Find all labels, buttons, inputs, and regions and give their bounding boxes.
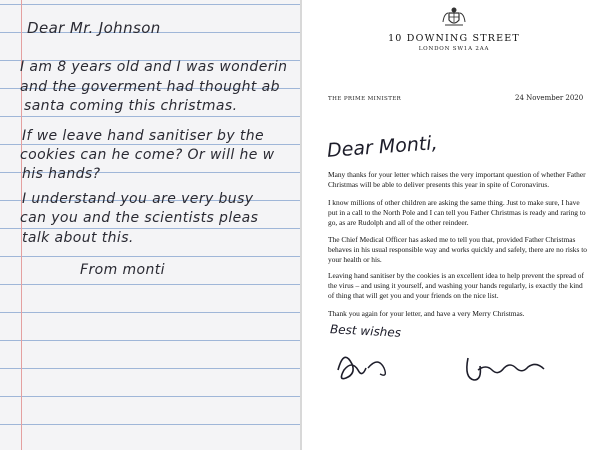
reply-paragraph: The Chief Medical Officer has asked me to tell you that, provided Father Christmas behaves in his usual responsible way and works quickly and safely, there are no risks to your health or his. xyxy=(328,235,587,265)
reply-paragraph: Leaving hand sanitiser by the cookies is an excellent idea to help prevent the spread of the virus – and using it yourself, and washing your hands regularly, is exactly the kind of thing that will get you and your friends on the nice list. xyxy=(328,271,584,301)
salutation: Dear Monti, xyxy=(326,132,439,162)
child-letter-line: talk about this. xyxy=(22,230,134,246)
child-letter-line: I am 8 years old and I was wonderin xyxy=(20,59,288,75)
closing: Best wishes xyxy=(329,322,402,340)
letter-date: 24 November 2020 xyxy=(515,94,584,102)
royal-coat-of-arms-icon xyxy=(441,6,467,28)
child-letter-line: cookies can he come? Or will he w xyxy=(20,147,275,163)
sender-role: THE PRIME MINISTER xyxy=(328,96,402,102)
child-letter-line: If we leave hand sanitiser by the xyxy=(22,128,265,144)
reply-paragraph: Many thanks for your letter which raises the very important question of whether Father Christmas will be able to deliver presents this year in spite of Coronavirus. xyxy=(328,170,586,190)
address-subtitle: LONDON SW1A 2AA xyxy=(418,46,490,52)
reply-paragraph: Thank you again for your letter, and have a very Merry Christmas. xyxy=(328,309,525,318)
reply-paragraph: I know millions of other children are asking the same thing. Just to make sure, I have put in a call to the North Pole and I can tell you Father Christmas is ready and raring to go, as are Rudolph and all of the other reindeer. xyxy=(328,198,586,228)
child-letter-line: and the goverment had thought ab xyxy=(20,79,280,95)
handwritten-signature-icon xyxy=(328,340,578,390)
child-letter-greeting: Dear Mr. Johnson xyxy=(27,19,161,37)
child-letter-line: santa coming this christmas. xyxy=(24,98,238,114)
child-letter-signoff: From monti xyxy=(80,262,165,278)
child-letter-line: can you and the scientists pleas xyxy=(20,210,259,226)
child-letter-line: his hands? xyxy=(22,166,101,182)
child-letter-line: I understand you are very busy xyxy=(22,191,254,207)
address-title: 10 DOWNING STREET xyxy=(388,33,520,44)
